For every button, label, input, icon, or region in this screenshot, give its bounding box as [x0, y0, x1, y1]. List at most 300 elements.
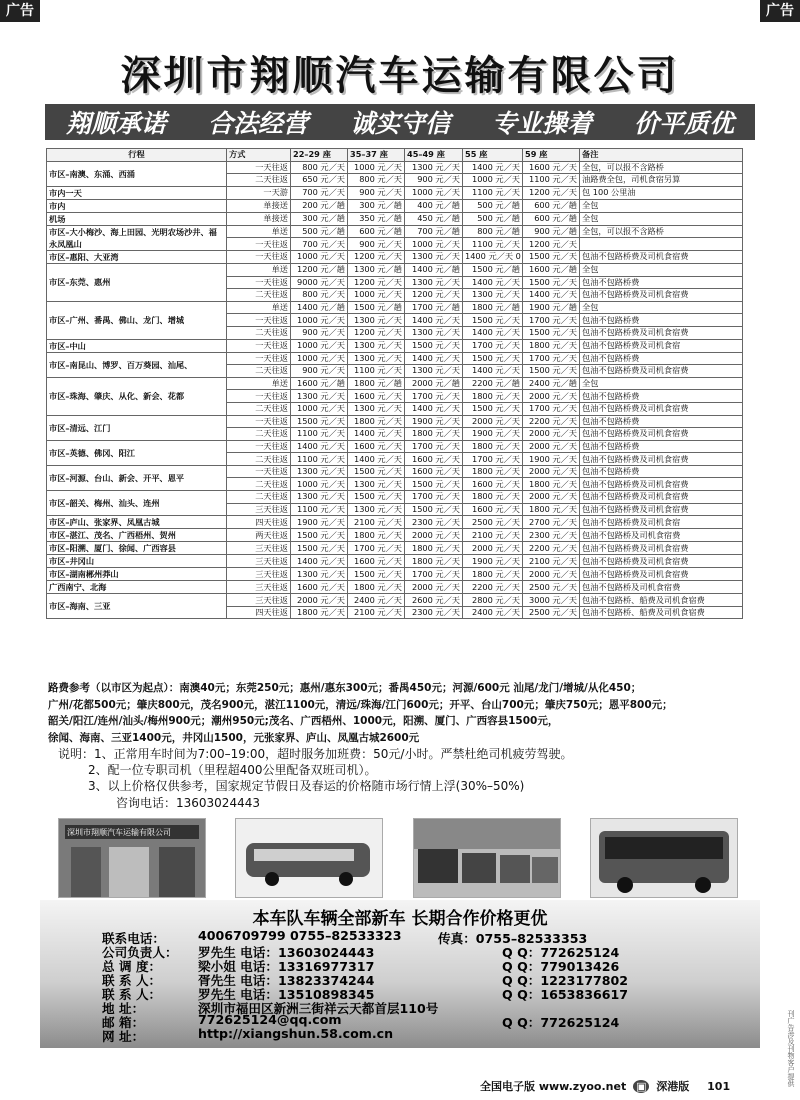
- minibus-icon: [236, 819, 382, 897]
- price-cell: 1500 元／天: [523, 276, 580, 289]
- price-cell: 500 元／趟: [291, 225, 348, 238]
- remark-cell: 包油不包路桥费及司机食宿费: [580, 478, 743, 491]
- remark-cell: 包油不包路桥费: [580, 390, 743, 403]
- table-row: [47, 594, 743, 607]
- table-row: [47, 250, 743, 263]
- mode-cell: 三天往返: [227, 503, 291, 516]
- remark-cell: 包油不包路桥及司机食宿费: [580, 581, 743, 594]
- price-cell: 2300 元／天: [405, 606, 463, 619]
- route-cell: 市区–河源、台山、新会、开平、恩平: [47, 465, 227, 490]
- mode-cell: 一天往返: [227, 238, 291, 251]
- price-cell: 1900 元／天: [291, 516, 348, 529]
- price-cell: 1300 元／天: [405, 161, 463, 174]
- contact-label: 网 址：: [102, 1029, 145, 1044]
- price-cell: 2000 元／天: [523, 428, 580, 441]
- price-cell: 2600 元／天: [405, 594, 463, 607]
- col-header: 45–49 座: [405, 149, 463, 162]
- mode-cell: 三天往返: [227, 581, 291, 594]
- price-cell: 1400 元／天: [463, 326, 523, 339]
- price-cell: 1900 元／天: [463, 428, 523, 441]
- price-cell: 2000 元／趟: [405, 377, 463, 390]
- price-cell: 900 元／天: [405, 174, 463, 187]
- price-cell: 2000 元／天: [523, 440, 580, 453]
- price-cell: 1100 元／天: [291, 428, 348, 441]
- remark-cell: 包油不包路桥、船费及司机食宿费: [580, 594, 743, 607]
- price-cell: 600 元／趟: [523, 199, 580, 212]
- route-cell: 市区–英德、佛冈、阳江: [47, 440, 227, 465]
- mode-cell: 二天往返: [227, 453, 291, 466]
- price-cell: 1300 元／趟: [348, 263, 405, 276]
- price-cell: 1100 元／天: [348, 365, 405, 378]
- price-cell: 1600 元／天: [463, 503, 523, 516]
- table-row: [47, 161, 743, 174]
- price-cell: 2500 元／天: [523, 606, 580, 619]
- price-cell: 2500 元／天: [523, 581, 580, 594]
- contact-phone: 胥先生 电话：13823374244: [198, 973, 375, 988]
- mode-cell: 一天往返: [227, 390, 291, 403]
- contact-qq: Q Q：779013426: [502, 959, 620, 974]
- price-cell: 1400 元／天: [291, 440, 348, 453]
- price-cell: 1800 元／天: [463, 491, 523, 504]
- office-photo: [58, 818, 206, 898]
- price-cell: 1800 元／天: [291, 606, 348, 619]
- col-header: 55 座: [463, 149, 523, 162]
- price-cell: 1900 元／趟: [523, 301, 580, 314]
- price-cell: 2200 元／天: [523, 415, 580, 428]
- price-cell: 1700 元／天: [523, 352, 580, 365]
- price-cell: 1500 元／天: [291, 415, 348, 428]
- mode-cell: 一天往返: [227, 352, 291, 365]
- price-cell: 1800 元／趟: [348, 377, 405, 390]
- page-footer: [480, 1078, 730, 1094]
- price-cell: 1300 元／天: [348, 314, 405, 327]
- notes: [58, 746, 778, 811]
- ad-tag-left: 广告: [0, 0, 40, 22]
- contact-row: [102, 1026, 394, 1045]
- rate-table: [46, 148, 743, 619]
- remark-cell: 全包: [580, 301, 743, 314]
- toll-line: 韶关/阳江/连州/汕头/梅州900元；潮州950元;茂名、广西梧州、1000元，阳溯、厦门、广西容县1500元，: [48, 715, 559, 727]
- table-row: [47, 542, 743, 555]
- table-row: [47, 465, 743, 478]
- price-cell: 1700 元／天: [405, 440, 463, 453]
- route-cell: 市内一天: [47, 186, 227, 199]
- price-cell: 3000 元／天: [523, 594, 580, 607]
- price-cell: 1600 元／天: [348, 390, 405, 403]
- remark-cell: 包油不包路桥及司机食宿费: [580, 529, 743, 542]
- route-cell: 市区–南昆山、博罗、百万葵园、汕尾、: [47, 352, 227, 377]
- contact-label: 联系电话：: [102, 931, 165, 946]
- contact-phone: 罗先生 电话：13510898345: [198, 987, 375, 1002]
- price-cell: 2100 元／天: [523, 555, 580, 568]
- table-row: [47, 301, 743, 314]
- price-cell: 1800 元／天: [463, 440, 523, 453]
- price-cell: 1600 元／天: [523, 161, 580, 174]
- contact-qq: Q Q：772625124: [502, 1015, 620, 1030]
- table-row: [47, 415, 743, 428]
- contact-phone: 罗先生 电话：13603024443: [198, 945, 375, 960]
- mode-cell: 四天往返: [227, 606, 291, 619]
- remark-cell: [580, 238, 743, 251]
- contact-panel: [40, 900, 760, 1048]
- price-cell: 1500 元／天: [291, 529, 348, 542]
- table-row: [47, 352, 743, 365]
- price-cell: 1000 元／天: [291, 314, 348, 327]
- mode-cell: 一天往返: [227, 415, 291, 428]
- footer-site: 全国电子版 www.zyoo.net: [480, 1080, 627, 1093]
- bus-photo-1: [235, 818, 383, 898]
- table-row: [47, 516, 743, 529]
- mode-cell: 三天往返: [227, 542, 291, 555]
- route-cell: 市区–湖南郴州莽山: [47, 568, 227, 581]
- price-cell: 1800 元／天: [463, 568, 523, 581]
- price-cell: 1500 元／天: [523, 250, 580, 263]
- table-row: [47, 555, 743, 568]
- contact-phone: 梁小姐 电话：13316977317: [198, 959, 375, 974]
- mode-cell: 单送: [227, 377, 291, 390]
- price-cell: 1500 元／天: [348, 491, 405, 504]
- price-cell: 1500 元／天: [463, 314, 523, 327]
- mode-cell: 一天往返: [227, 465, 291, 478]
- contact-label: 地 址：: [102, 1001, 145, 1016]
- price-cell: 1500 元／天: [523, 365, 580, 378]
- mode-cell: 一天往返: [227, 339, 291, 352]
- price-cell: 1800 元／天: [523, 478, 580, 491]
- contact-label: 邮 箱：: [102, 1015, 145, 1030]
- price-cell: 300 元／趟: [348, 199, 405, 212]
- price-cell: 1500 元／天: [348, 568, 405, 581]
- price-cell: 1500 元／趟: [348, 301, 405, 314]
- price-cell: 1500 元／天: [405, 503, 463, 516]
- route-cell: 市区–惠阳、大亚湾: [47, 250, 227, 263]
- remark-cell: 包油不包路桥、船费及司机食宿费: [580, 606, 743, 619]
- remark-cell: 包油不包路桥费: [580, 352, 743, 365]
- price-cell: 1400 元／趟: [291, 301, 348, 314]
- price-cell: 1500 元／天: [523, 326, 580, 339]
- price-cell: 1100 元／天: [291, 453, 348, 466]
- price-cell: 1700 元／天: [405, 568, 463, 581]
- remark-cell: 全包: [580, 199, 743, 212]
- route-cell: 市区–南澳、东涌、西涌: [47, 161, 227, 186]
- price-cell: 450 元／趟: [405, 212, 463, 225]
- mode-cell: 一天往返: [227, 314, 291, 327]
- price-cell: 1300 元／天: [405, 276, 463, 289]
- remark-cell: 包油不包路桥费: [580, 415, 743, 428]
- price-cell: 1600 元／趟: [523, 263, 580, 276]
- price-cell: 1500 元／天: [348, 465, 405, 478]
- price-cell: 800 元／趟: [463, 225, 523, 238]
- price-cell: 2400 元／天: [463, 606, 523, 619]
- mode-cell: 一天往返: [227, 250, 291, 263]
- price-cell: 1700 元／天: [405, 491, 463, 504]
- price-cell: 1300 元／天: [291, 491, 348, 504]
- price-cell: 1900 元／天: [405, 415, 463, 428]
- price-cell: 2000 元／天: [463, 415, 523, 428]
- price-cell: 1500 元／天: [405, 339, 463, 352]
- price-cell: 1700 元／天: [523, 314, 580, 327]
- contact-label: 公司负责人：: [102, 945, 178, 960]
- price-cell: 2000 元／天: [523, 491, 580, 504]
- price-cell: 1400 元／天: [348, 428, 405, 441]
- price-cell: 900 元／天: [291, 326, 348, 339]
- remark-cell: 包油不包路桥费及司机食宿费: [580, 428, 743, 441]
- price-cell: 1800 元／趟: [463, 301, 523, 314]
- remark-cell: 包油不包路桥费及司机食宿费: [580, 365, 743, 378]
- price-cell: 400 元／趟: [405, 199, 463, 212]
- price-cell: 1500 元／趟: [463, 263, 523, 276]
- price-cell: 1500 元／天: [463, 402, 523, 415]
- price-cell: 2000 元／天: [523, 568, 580, 581]
- price-cell: 500 元／趟: [463, 212, 523, 225]
- contact-label: 联 系 人：: [102, 987, 162, 1002]
- price-cell: 1300 元／天: [463, 289, 523, 302]
- table-row: [47, 225, 743, 238]
- route-cell: 市区–阳溯、厦门、徐闻、广西容县: [47, 542, 227, 555]
- mode-cell: 三天往返: [227, 555, 291, 568]
- company-title: 深圳市翔顺汽车运输有限公司: [120, 53, 680, 99]
- price-cell: 1300 元／天: [291, 465, 348, 478]
- mode-cell: 四天往返: [227, 516, 291, 529]
- rate-table-body: [47, 161, 743, 619]
- remark-cell: 包油不包路桥费及司机食宿费: [580, 491, 743, 504]
- mode-cell: 二天往返: [227, 478, 291, 491]
- price-cell: 900 元／天: [348, 186, 405, 199]
- price-cell: 1800 元／天: [348, 581, 405, 594]
- slogan-1: 翔顺承诺: [65, 109, 166, 138]
- price-cell: 2300 元／天: [405, 516, 463, 529]
- price-cell: 700 元／天: [291, 238, 348, 251]
- contact-qq: Q Q：1223177802: [502, 973, 629, 988]
- price-cell: 1700 元／天: [523, 402, 580, 415]
- price-cell: 1200 元／趟: [291, 263, 348, 276]
- mode-cell: 二天往返: [227, 289, 291, 302]
- price-cell: 2000 元／天: [523, 390, 580, 403]
- route-cell: 市区–湛江、茂名、广西梧州、贺州: [47, 529, 227, 542]
- footer-edition: 深港版: [656, 1080, 690, 1093]
- price-cell: 1400 元／天: [463, 365, 523, 378]
- contact-address: 深圳市福田区新洲三街祥云天都首层110号: [198, 1001, 439, 1016]
- ad-tag-right: 广告: [760, 0, 800, 22]
- table-row: [47, 568, 743, 581]
- price-cell: 1000 元／天: [348, 289, 405, 302]
- remark-cell: 包 100 公里油: [580, 186, 743, 199]
- bus-photo-3: [590, 818, 738, 898]
- price-cell: 1800 元／天: [523, 339, 580, 352]
- col-header: 行程: [47, 149, 227, 162]
- contact-website[interactable]: http://xiangshun.58.com.cn: [198, 1026, 394, 1041]
- price-cell: 1300 元／天: [348, 339, 405, 352]
- price-cell: 1300 元／天: [348, 352, 405, 365]
- route-cell: 市区–海南、三亚: [47, 594, 227, 619]
- price-cell: 1500 元／天: [291, 542, 348, 555]
- price-cell: 1000 元／天: [291, 478, 348, 491]
- mode-cell: 二天往返: [227, 491, 291, 504]
- mode-cell: 单送: [227, 225, 291, 238]
- price-cell: 1700 元／天: [405, 390, 463, 403]
- price-cell: 700 元／趟: [405, 225, 463, 238]
- price-cell: 2100 元／天: [348, 516, 405, 529]
- price-cell: 350 元／趟: [348, 212, 405, 225]
- table-row: [47, 377, 743, 390]
- price-cell: 2400 元／趟: [523, 377, 580, 390]
- price-cell: 1800 元／天: [348, 415, 405, 428]
- remark-cell: 包油不包路桥费及司机食宿费: [580, 453, 743, 466]
- price-cell: 1600 元／天: [405, 453, 463, 466]
- price-cell: 2200 元／天: [463, 581, 523, 594]
- price-cell: 1100 元／天: [463, 186, 523, 199]
- price-cell: 1300 元／天: [405, 326, 463, 339]
- price-cell: 650 元／天: [291, 174, 348, 187]
- remark-cell: 包油不包路桥费及司机食宿: [580, 516, 743, 529]
- price-cell: 2000 元／天: [463, 542, 523, 555]
- price-cell: 1800 元／天: [405, 542, 463, 555]
- price-cell: 1600 元／天: [291, 581, 348, 594]
- table-row: [47, 199, 743, 212]
- price-cell: 2800 元／天: [463, 594, 523, 607]
- price-cell: 1300 元／天: [405, 365, 463, 378]
- price-cell: 500 元／趟: [463, 199, 523, 212]
- office-sign: 深圳市翔顺汽车运输有限公司: [67, 828, 171, 837]
- route-cell: 机场: [47, 212, 227, 225]
- remark-cell: 包油不包路桥费及司机食宿费: [580, 568, 743, 581]
- remark-cell: 包油不包路桥费: [580, 314, 743, 327]
- price-cell: 600 元／趟: [523, 212, 580, 225]
- price-cell: 2100 元／天: [348, 606, 405, 619]
- remark-cell: 包油不包路桥费及司机食宿费: [580, 555, 743, 568]
- price-cell: 1000 元／天: [291, 352, 348, 365]
- price-cell: 1000 元／天: [291, 402, 348, 415]
- price-cell: 1100 元／天: [523, 174, 580, 187]
- price-cell: 1800 元／天: [405, 555, 463, 568]
- price-cell: 1700 元／天: [463, 339, 523, 352]
- price-cell: 1400 元／天: [463, 161, 523, 174]
- price-cell: 200 元／趟: [291, 199, 348, 212]
- price-cell: 1200 元／天: [523, 238, 580, 251]
- price-cell: 1800 元／天: [405, 428, 463, 441]
- coach-bus-icon: [591, 819, 737, 897]
- price-cell: 300 元／趟: [291, 212, 348, 225]
- route-cell: 市区–珠海、肇庆、从化、新会、花都: [47, 377, 227, 415]
- price-cell: 1100 元／天: [463, 238, 523, 251]
- col-header: 22–29 座: [291, 149, 348, 162]
- price-cell: 1400 元／趟: [405, 263, 463, 276]
- mode-cell: 三天往返: [227, 594, 291, 607]
- note-1: 说明：1、正常用车时间为7:00–19:00，超时服务加班费：50元/小时。严禁杜绝司机疲劳驾驶。: [58, 747, 573, 761]
- price-cell: 800 元／天: [291, 289, 348, 302]
- route-cell: 市区–韶关、梅州、汕头、连州: [47, 491, 227, 516]
- toll-line: 徐闻、海南、三亚1400元，井冈山1500，元张家界、庐山、凤凰古城2600元: [48, 731, 420, 744]
- table-row: [47, 491, 743, 504]
- mode-cell: 二天往返: [227, 428, 291, 441]
- table-row: [47, 440, 743, 453]
- price-cell: 1200 元／天: [523, 186, 580, 199]
- price-cell: 2000 元／天: [405, 529, 463, 542]
- price-cell: 1600 元／天: [348, 555, 405, 568]
- table-row: [47, 186, 743, 199]
- remark-cell: 包油不包路桥费: [580, 440, 743, 453]
- table-row: [47, 581, 743, 594]
- price-cell: 1200 元／天: [348, 326, 405, 339]
- price-cell: 900 元／天: [291, 365, 348, 378]
- price-cell: 1100 元／天: [291, 503, 348, 516]
- price-cell: 700 元／天: [291, 186, 348, 199]
- price-cell: 1400 元／天: [348, 453, 405, 466]
- price-cell: 1300 元／天: [348, 402, 405, 415]
- table-row: [47, 339, 743, 352]
- contact-phone: 4006709799 0755–82533323: [198, 928, 402, 943]
- contact-label: 总 调 度：: [102, 959, 162, 974]
- page-number: 101: [707, 1080, 731, 1093]
- price-cell: 2200 元／天: [523, 542, 580, 555]
- price-cell: 1000 元／天: [291, 250, 348, 263]
- note-2: 2、配一位专职司机（里程超400公里配备双班司机）。: [88, 763, 377, 778]
- side-disclaimer: 刊广告涉及刊物客户提供: [787, 1010, 795, 1087]
- route-cell: 市区–中山: [47, 339, 227, 352]
- route-cell: 市区–东莞、惠州: [47, 263, 227, 301]
- price-cell: 900 元／天: [348, 238, 405, 251]
- price-cell: 1800 元／天: [463, 390, 523, 403]
- col-header: 59 座: [523, 149, 580, 162]
- slogan-3: 诚实守信: [349, 109, 450, 138]
- price-cell: 1700 元／天: [463, 453, 523, 466]
- contact-label: 联 系 人：: [102, 973, 162, 988]
- toll-line: 路费参考（以市区为起点）：南澳40元；东莞250元；惠州/惠东300元；番禺450元；河源/600元 汕尾/龙门/增城/从化450；: [48, 682, 642, 694]
- price-cell: 1300 元／天: [348, 478, 405, 491]
- price-cell: 9000 元／天: [291, 276, 348, 289]
- price-cell: 1500 元／天: [405, 478, 463, 491]
- slogan-4: 专业操着: [491, 109, 592, 138]
- price-cell: 1000 元／天: [405, 186, 463, 199]
- slogan-2: 合法经营: [207, 109, 308, 138]
- price-cell: 1600 元／天: [405, 465, 463, 478]
- col-header: 35–37 座: [348, 149, 405, 162]
- remark-cell: 全包: [580, 212, 743, 225]
- col-header: 方式: [227, 149, 291, 162]
- price-cell: 2100 元／天: [463, 529, 523, 542]
- remark-cell: 包油不包路桥费及司机食宿费: [580, 542, 743, 555]
- price-cell: 2500 元／天: [463, 516, 523, 529]
- price-cell: 2700 元／天: [523, 516, 580, 529]
- price-cell: 1800 元／天: [523, 503, 580, 516]
- route-cell: 市区–清远、江门: [47, 415, 227, 440]
- edition-badge: ▣: [633, 1080, 649, 1093]
- price-cell: 1400 元／天: [523, 289, 580, 302]
- mode-cell: 一天往返: [227, 276, 291, 289]
- price-cell: 2000 元／天: [523, 465, 580, 478]
- table-row: [47, 263, 743, 276]
- price-cell: 2200 元／趟: [463, 377, 523, 390]
- table-row: [47, 529, 743, 542]
- price-cell: 1800 元／天: [348, 529, 405, 542]
- price-cell: 1000 元／天: [463, 174, 523, 187]
- remark-cell: 包油不包路桥费: [580, 276, 743, 289]
- price-cell: 1300 元／天: [291, 568, 348, 581]
- remark-cell: 包油不包路桥费: [580, 465, 743, 478]
- price-cell: 1200 元／天: [348, 276, 405, 289]
- price-cell: 1300 元／天: [291, 390, 348, 403]
- remark-cell: 包油不包路桥费及司机食宿费: [580, 289, 743, 302]
- mode-cell: 单送: [227, 301, 291, 314]
- photo-strip: [58, 818, 738, 898]
- remark-cell: 油路费全包，司机食宿另算: [580, 174, 743, 187]
- price-cell: 1300 元／天: [348, 503, 405, 516]
- price-cell: 800 元／天: [291, 161, 348, 174]
- table-header-row: [47, 149, 743, 162]
- remark-cell: 包油不包路桥费及司机食宿费: [580, 503, 743, 516]
- price-cell: 900 元／趟: [523, 225, 580, 238]
- price-cell: 600 元／趟: [348, 225, 405, 238]
- contact-email[interactable]: 772625124@qq.com: [198, 1012, 342, 1027]
